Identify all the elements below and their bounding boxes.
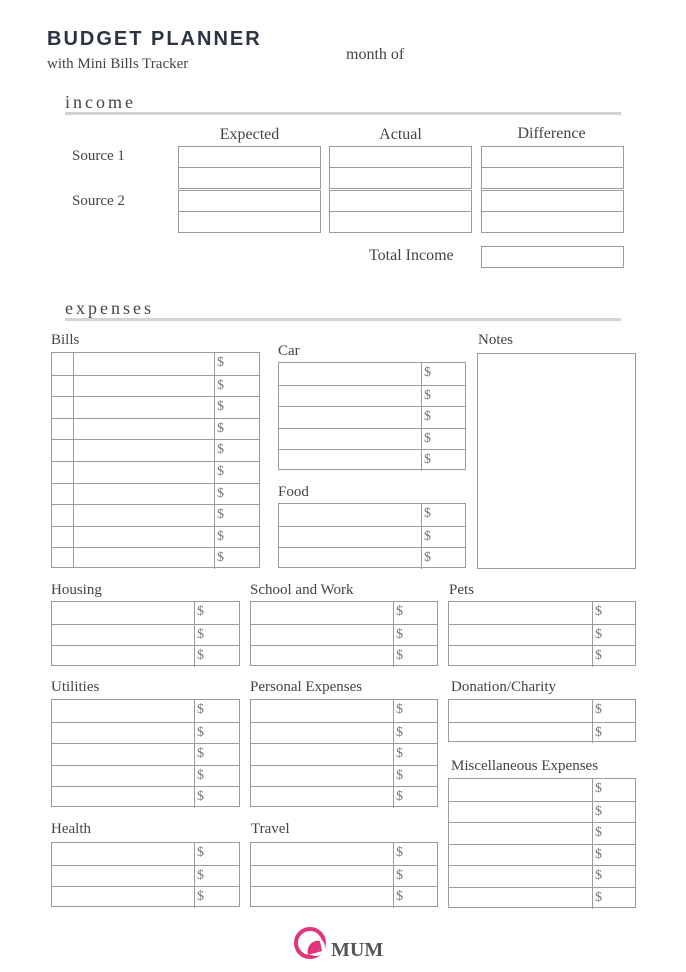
dollar-sign: $: [214, 462, 224, 483]
dollar-sign: $: [214, 376, 224, 397]
dollar-sign: $: [421, 504, 431, 526]
bills-row[interactable]: [52, 504, 259, 526]
bills-row[interactable]: [52, 396, 259, 418]
bills-table: [51, 352, 260, 568]
notes-label: Notes: [478, 332, 513, 348]
school-work-row[interactable]: [251, 624, 437, 646]
utilities-row[interactable]: [52, 786, 239, 808]
dollar-sign: $: [194, 744, 204, 765]
travel-row[interactable]: [251, 843, 437, 865]
travel-label: Travel: [251, 821, 290, 837]
dollar-sign: $: [194, 766, 204, 787]
pets-row[interactable]: [449, 624, 635, 646]
bills-row[interactable]: [52, 547, 259, 569]
dollar-sign: $: [592, 625, 602, 646]
dollar-sign: $: [421, 548, 431, 569]
school-work-label: School and Work: [250, 582, 354, 598]
dollar-sign: $: [421, 386, 431, 407]
personal-row[interactable]: [251, 700, 437, 722]
car-row[interactable]: [279, 385, 465, 407]
source-2-actual-field-2[interactable]: [329, 211, 472, 233]
car-table: [278, 362, 466, 470]
health-label: Health: [51, 821, 91, 837]
travel-table: [250, 842, 438, 907]
dollar-sign: $: [592, 723, 602, 744]
income-col-difference: Difference: [517, 125, 586, 142]
dollar-sign: $: [393, 646, 403, 667]
bills-row[interactable]: [52, 375, 259, 397]
page-title: BUDGET PLANNER: [47, 28, 262, 50]
notes-area[interactable]: [477, 353, 636, 569]
dollar-sign: $: [194, 787, 204, 808]
donation-row[interactable]: [449, 722, 635, 744]
dollar-sign: $: [214, 419, 224, 440]
dollar-sign: $: [393, 843, 403, 865]
income-source-1-label: Source 1: [72, 148, 125, 164]
car-row[interactable]: [279, 449, 465, 471]
dollar-sign: $: [214, 527, 224, 548]
dollar-sign: $: [393, 744, 403, 765]
dollar-sign: $: [393, 766, 403, 787]
income-source-2-label: Source 2: [72, 193, 125, 209]
health-row[interactable]: [52, 886, 239, 908]
misc-row[interactable]: [449, 865, 635, 887]
source-1-actual-field[interactable]: [329, 146, 472, 168]
income-col-actual: Actual: [379, 126, 422, 143]
car-row[interactable]: [279, 406, 465, 428]
food-label: Food: [278, 484, 309, 500]
dollar-sign: $: [393, 602, 403, 624]
source-1-actual-field-2[interactable]: [329, 167, 472, 189]
source-2-actual-field[interactable]: [329, 190, 472, 212]
personal-table: [250, 699, 438, 807]
bills-row[interactable]: [52, 439, 259, 461]
dollar-sign: $: [592, 646, 602, 667]
personal-row[interactable]: [251, 786, 437, 808]
dollar-sign: $: [194, 866, 204, 887]
dollar-sign: $: [421, 407, 431, 428]
dollar-sign: $: [214, 548, 224, 569]
dollar-sign: $: [393, 866, 403, 887]
utilities-row[interactable]: [52, 722, 239, 744]
misc-row[interactable]: [449, 822, 635, 844]
dollar-sign: $: [421, 527, 431, 548]
bills-row[interactable]: [52, 461, 259, 483]
housing-row[interactable]: [52, 602, 239, 624]
misc-row[interactable]: [449, 779, 635, 801]
travel-row[interactable]: [251, 886, 437, 908]
car-label: Car: [278, 343, 300, 359]
source-1-expected-field-2[interactable]: [178, 167, 321, 189]
bills-label: Bills: [51, 332, 80, 348]
income-col-expected: Expected: [219, 126, 280, 143]
school-work-row[interactable]: [251, 602, 437, 624]
car-row[interactable]: [279, 363, 465, 385]
housing-row[interactable]: [52, 624, 239, 646]
dollar-sign: $: [421, 363, 431, 385]
housing-table: [51, 601, 240, 666]
dollar-sign: $: [592, 700, 602, 722]
income-heading: income: [65, 92, 136, 112]
school-work-row[interactable]: [251, 645, 437, 667]
dollar-sign: $: [592, 866, 602, 887]
dollar-sign: $: [592, 823, 602, 844]
dollar-sign: $: [393, 787, 403, 808]
food-table: [278, 503, 466, 568]
donation-table: [448, 699, 636, 742]
source-1-difference-field-2[interactable]: [481, 167, 624, 189]
personal-row[interactable]: [251, 722, 437, 744]
dollar-sign: $: [214, 505, 224, 526]
dollar-sign: $: [194, 646, 204, 667]
travel-row[interactable]: [251, 865, 437, 887]
bills-row[interactable]: [52, 483, 259, 505]
dollar-sign: $: [393, 700, 403, 722]
source-1-difference-field[interactable]: [481, 146, 624, 168]
dollar-sign: $: [393, 625, 403, 646]
pets-table: [448, 601, 636, 666]
donation-row[interactable]: [449, 700, 635, 722]
school-work-table: [250, 601, 438, 666]
misc-row[interactable]: [449, 844, 635, 866]
food-row[interactable]: [279, 504, 465, 526]
personal-expenses-label: Personal Expenses: [250, 679, 363, 695]
expenses-heading: expenses: [65, 298, 154, 318]
total-income-field[interactable]: [481, 246, 624, 268]
dollar-sign: $: [592, 779, 602, 801]
dollar-sign: $: [214, 484, 224, 505]
misc-row[interactable]: [449, 887, 635, 909]
dollar-sign: $: [393, 723, 403, 744]
dollar-sign: $: [421, 429, 431, 450]
personal-row[interactable]: [251, 743, 437, 765]
logo-text: MUM: [331, 939, 384, 961]
utilities-row[interactable]: [52, 743, 239, 765]
food-row[interactable]: [279, 547, 465, 569]
dollar-sign: $: [194, 887, 204, 908]
month-label: month of: [346, 46, 405, 63]
housing-label: Housing: [51, 582, 102, 598]
dollar-sign: $: [194, 843, 204, 865]
source-1-expected-field[interactable]: [178, 146, 321, 168]
dollar-sign: $: [194, 700, 204, 722]
utilities-row[interactable]: [52, 700, 239, 722]
dollar-sign: $: [214, 440, 224, 461]
total-income-label: Total Income: [369, 247, 454, 264]
utilities-row[interactable]: [52, 765, 239, 787]
dollar-sign: $: [214, 397, 224, 418]
dollar-sign: $: [592, 845, 602, 866]
utilities-table: [51, 699, 240, 807]
health-row[interactable]: [52, 865, 239, 887]
car-row[interactable]: [279, 428, 465, 450]
bills-row[interactable]: [52, 353, 259, 375]
dollar-sign: $: [194, 723, 204, 744]
donation-charity-label: Donation/Charity: [451, 679, 556, 695]
bills-row[interactable]: [52, 418, 259, 440]
expenses-divider: [65, 318, 621, 321]
utilities-label: Utilities: [51, 679, 100, 695]
misc-table: [448, 778, 636, 908]
dollar-sign: $: [592, 888, 602, 909]
dollar-sign: $: [592, 802, 602, 823]
misc-expenses-label: Miscellaneous Expenses: [451, 758, 599, 774]
health-row[interactable]: [52, 843, 239, 865]
food-row[interactable]: [279, 526, 465, 548]
misc-row[interactable]: [449, 801, 635, 823]
dollar-sign: $: [592, 602, 602, 624]
housing-row[interactable]: [52, 645, 239, 667]
health-table: [51, 842, 240, 907]
dollar-sign: $: [421, 450, 431, 471]
personal-row[interactable]: [251, 765, 437, 787]
pets-row[interactable]: [449, 645, 635, 667]
pets-label: Pets: [449, 582, 475, 598]
source-2-difference-field[interactable]: [481, 190, 624, 212]
source-2-difference-field-2[interactable]: [481, 211, 624, 233]
dollar-sign: $: [194, 602, 204, 624]
dollar-sign: $: [194, 625, 204, 646]
page-subtitle: with Mini Bills Tracker: [47, 56, 189, 72]
dollar-sign: $: [214, 353, 224, 375]
source-2-expected-field[interactable]: [178, 190, 321, 212]
pets-row[interactable]: [449, 602, 635, 624]
source-2-expected-field-2[interactable]: [178, 211, 321, 233]
bills-row[interactable]: [52, 526, 259, 548]
income-divider: [65, 112, 621, 115]
dollar-sign: $: [393, 887, 403, 908]
